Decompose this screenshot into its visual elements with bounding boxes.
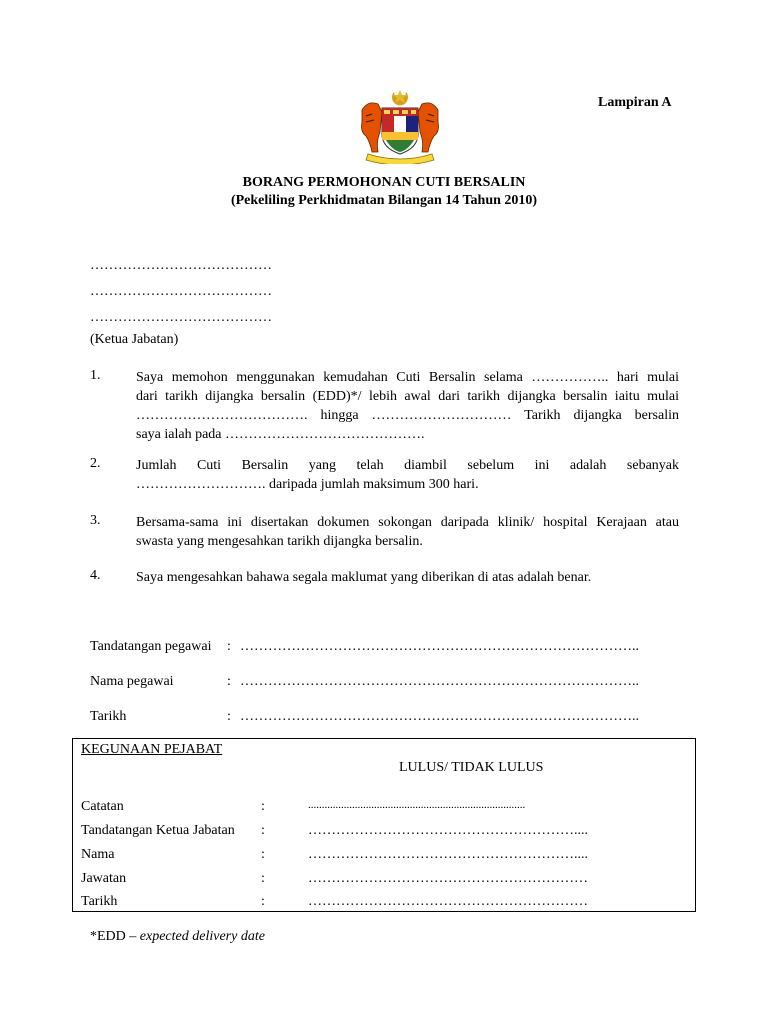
- office-use-box: [72, 738, 696, 912]
- item-text-4: Saya mengesahkan bahawa segala maklumat yang diberikan di atas adalah benar.: [136, 570, 592, 585]
- head-signature-colon: :: [261, 823, 265, 838]
- form-subtitle: (Pekeliling Perkhidmatan Bilangan 14 Tahun 2010): [230, 193, 538, 208]
- office-use-heading: KEGUNAAN PEJABAT: [81, 742, 223, 757]
- office-date-label: Tarikh: [81, 894, 118, 909]
- office-notes-colon: :: [261, 799, 265, 814]
- item-number-1: 1.: [90, 368, 101, 383]
- signature-field: …………………………………………………………………………..: [240, 639, 639, 654]
- address-label: (Ketua Jabatan): [90, 332, 179, 347]
- office-notes-field: ...............................................................................: [308, 799, 526, 811]
- address-line-2: …………………………………: [90, 284, 272, 299]
- head-name-colon: :: [261, 847, 265, 862]
- position-field: ……………………………………………………: [308, 871, 588, 886]
- head-name-label: Nama: [81, 847, 115, 862]
- signature-colon: :: [227, 639, 231, 654]
- item-number-4: 4.: [90, 568, 101, 583]
- head-signature-label: Tandatangan Ketua Jabatan: [81, 823, 235, 838]
- officer-name-field: …………………………………………………………………………..: [240, 674, 639, 689]
- office-date-colon: :: [261, 894, 265, 909]
- head-signature-field: …………………………………………………....: [308, 823, 588, 838]
- officer-name-label: Nama pegawai: [90, 674, 174, 689]
- date-colon: :: [227, 709, 231, 724]
- head-name-field: …………………………………………………....: [308, 847, 588, 862]
- office-notes-label: Catatan: [81, 799, 124, 814]
- item-number-3: 3.: [90, 513, 101, 528]
- attachment-label: Lampiran A: [598, 95, 672, 110]
- coat-of-arms-logo: [354, 88, 446, 164]
- approval-status: LULUS/ TIDAK LULUS: [399, 760, 544, 775]
- footnote: [90, 929, 265, 945]
- item-text-3: Bersama-sama ini disertakan dokumen sokongan daripada klinik/ hospital Kerajaan atau swasta yang mengesahkan tarikh dijangka bersalin.: [136, 515, 679, 549]
- form-title: BORANG PERMOHONAN CUTI BERSALIN: [242, 175, 526, 190]
- position-colon: :: [261, 871, 265, 886]
- office-date-field: ……………………………………………………: [308, 894, 588, 909]
- item-number-2: 2.: [90, 456, 101, 471]
- address-line-1: …………………………………: [90, 258, 272, 273]
- footnote-text: expected delivery date: [139, 929, 265, 944]
- date-label: Tarikh: [90, 709, 127, 724]
- position-label: Jawatan: [81, 871, 127, 886]
- date-field: …………………………………………………………………………..: [240, 709, 639, 724]
- item-text-1: Saya memohon menggunakan kemudahan Cuti Bersalin selama …………….. hari mulai dari tarikh dijangka bersalin (EDD)*/ lebih awal dari tarikh dijangka bersalin iaitu mulai ………………………………. hingga ………………………… Tarikh dijangka bersalin saya ialah pada …………………………………….: [136, 370, 679, 442]
- officer-name-colon: :: [227, 674, 231, 689]
- address-line-3: …………………………………: [90, 310, 272, 325]
- footnote-prefix: *EDD –: [90, 929, 140, 944]
- signature-label: Tandatangan pegawai: [90, 639, 212, 654]
- item-text-2: Jumlah Cuti Bersalin yang telah diambil sebelum ini adalah sebanyak ………………………. daripada jumlah maksimum 300 hari.: [136, 458, 679, 492]
